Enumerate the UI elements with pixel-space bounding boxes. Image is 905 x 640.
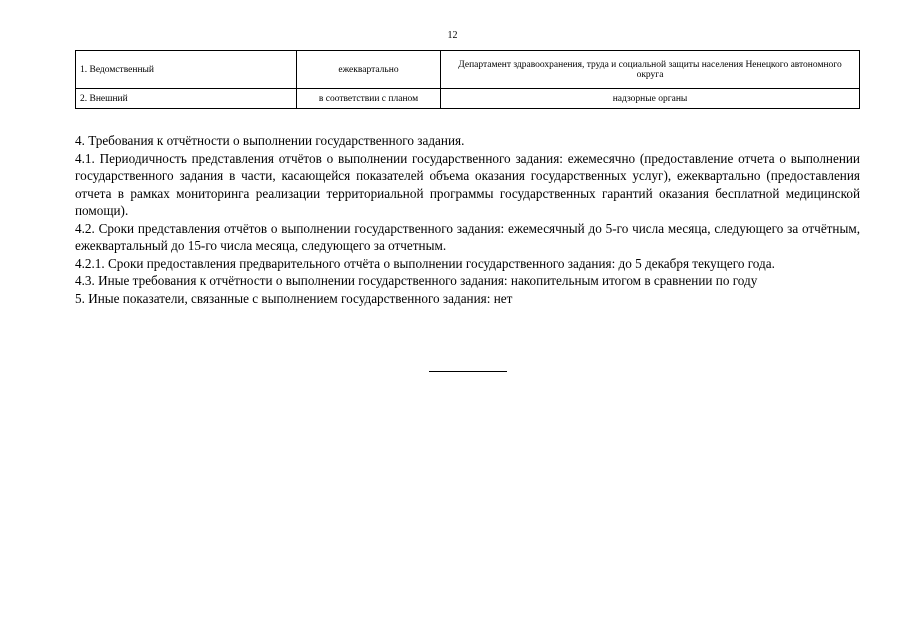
table-cell-frequency: ежеквартально [297, 51, 441, 89]
paragraph-4-3: 4.3. Иные требования к отчётности о выполнении государственного задания: накопительным итогом в сравнении по году [75, 273, 758, 288]
document-body [75, 132, 860, 307]
paragraph-4-2-1: 4.2.1. Сроки предоставления предварительного отчёта о выполнении государственного задания: до 5 декабря текущего года. [75, 255, 775, 271]
paragraph-section-5: 5. Иные показатели, связанные с выполнением государственного задания: нет [75, 290, 513, 306]
paragraph-4-1: 4.1. Периодичность представления отчётов о выполнении государственного задания: ежемесячно (предоставление отчета о выполнении государственного задания в части, касающейся показателей объема оказания государственных услуг), ежеквартально (предоставления отчета в рамках мониторинга реализации территориальной программы государственных гарантий оказания бесплатной медицинской помощи). [75, 150, 860, 218]
page-number: 12 [447, 30, 458, 41]
separator-line [429, 371, 507, 372]
table-cell-frequency: в соответствии с планом [297, 89, 441, 109]
table-row [76, 89, 860, 109]
paragraph-section-4: 4. Требования к отчётности о выполнении государственного задания. [75, 133, 465, 148]
table-cell-form: 2. Внешний [76, 89, 297, 109]
paragraph-4-2: 4.2. Сроки представления отчётов о выполнении государственного задания: ежемесячный до 5-го числа месяца, следующего за отчётным, ежеквартальный до 15-го числа месяца, следующего за отчетным. [75, 220, 860, 253]
table-cell-authority: надзорные органы [441, 89, 860, 109]
table-cell-authority: Департамент здравоохранения, труда и социальной защиты населения Ненецкого автономного округа [441, 51, 860, 89]
table-cell-form: 1. Ведомственный [76, 51, 297, 89]
table-row [76, 51, 860, 89]
control-forms-table [75, 50, 860, 109]
